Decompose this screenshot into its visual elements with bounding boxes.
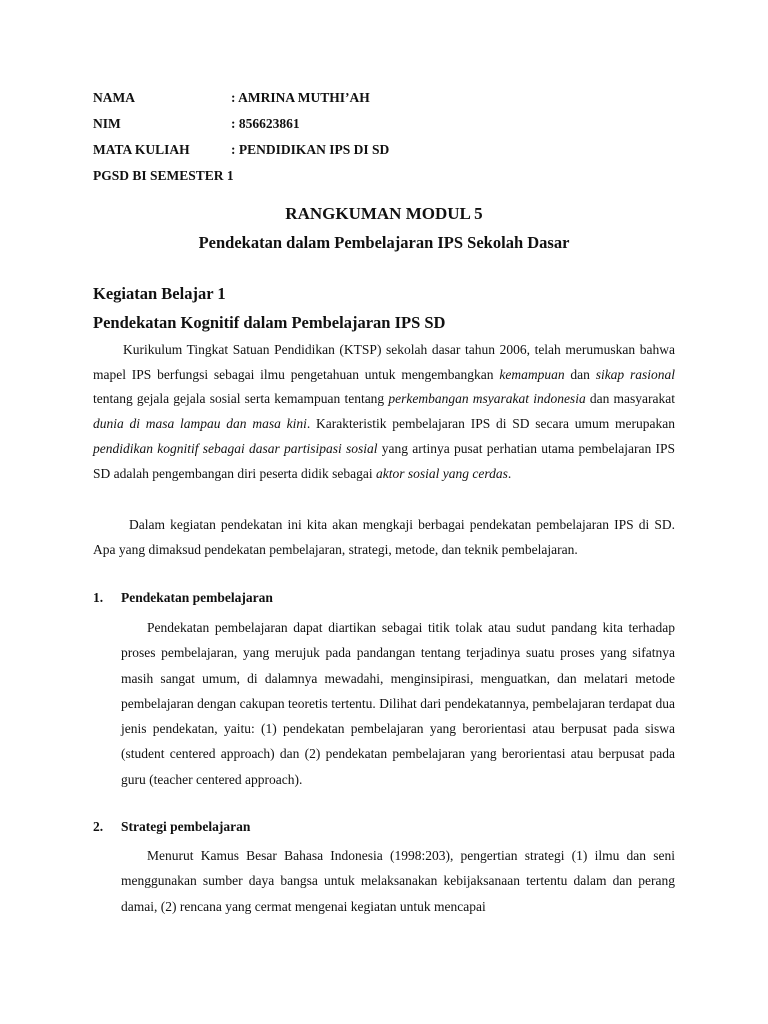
section-heading: Kegiatan Belajar 1 — [93, 284, 226, 303]
text-run: tentang gejala gejala sosial serta kemampuan tentang — [93, 391, 389, 407]
document-title: RANGKUMAN MODUL 5 — [285, 204, 483, 223]
info-row-name — [93, 85, 675, 111]
section-subheading: Pendekatan Kognitif dalam Pembelajaran IPS SD — [93, 313, 446, 332]
info-label: NIM — [93, 116, 121, 131]
list-item-heading — [93, 819, 250, 835]
info-label: NAMA — [93, 90, 135, 105]
paragraph-2: Dalam kegiatan pendekatan ini kita akan mengkaji berbagai pendekatan pembelajaran IPS di SD. Apa yang dimaksud pendekatan pembelajaran, strategi, metode, dan teknik pembelajaran. — [93, 517, 675, 557]
info-row-course — [93, 137, 675, 163]
italic-run: kemampuan — [499, 366, 565, 382]
list-text: Menurut Kamus Besar Bahasa Indonesia (1998:203), pengertian strategi (1) ilmu dan seni menggunakan sumber daya bangsa untuk melaksanakan kebijaksanaan tertentu dalam dan perang damai, (2) rencana yang cermat mengenai kegiatan untuk mencapai — [121, 848, 675, 914]
list-number: 2. — [93, 819, 104, 834]
italic-run: perkembangan msyarakat indonesia — [388, 391, 586, 407]
text-run: . Karakteristik pembelajaran IPS di SD secara umum merupakan — [306, 416, 675, 432]
text-run: Kurikulum Tingkat Satuan Pendidikan (KTSP) sekolah dasar tahun 2006, telah merumuskan bahwa mapel IPS berfungsi sebagai ilmu pengetahuan untuk mengembangkan — [93, 342, 675, 382]
paragraph-1 — [93, 338, 675, 486]
info-value: : 856623861 — [231, 116, 300, 131]
text-run: . — [507, 465, 512, 481]
italic-run: sikap rasional — [595, 366, 675, 382]
list-title: Pendekatan pembelajaran — [121, 590, 273, 605]
italic-run: pendidikan kognitif sebagai dasar partisipasi sosial — [93, 440, 378, 456]
student-info — [93, 85, 675, 189]
list-item-heading — [93, 590, 273, 606]
text-run: dan — [564, 366, 596, 382]
italic-run: dunia di masa lampau dan masa kini — [93, 416, 307, 432]
italic-run: aktor sosial yang cerdas — [376, 465, 508, 481]
list-item-body — [121, 843, 675, 919]
text-run: yang artinya pusat perhatian utama pembelajaran IPS SD adalah pengembangan diri peserta didik sebagai — [93, 440, 675, 481]
info-label: MATA KULIAH — [93, 142, 190, 157]
document-subtitle: Pendekatan dalam Pembelajaran IPS Sekolah Dasar — [198, 233, 570, 252]
list-number: 1. — [93, 590, 104, 605]
text-run: dan masyarakat — [585, 391, 676, 407]
list-title: Strategi pembelajaran — [121, 819, 251, 834]
info-row-semester: PGSD BI SEMESTER 1 — [93, 168, 234, 183]
list-item-body — [121, 615, 675, 792]
info-row-nim — [93, 111, 675, 137]
info-value: : PENDIDIKAN IPS DI SD — [231, 142, 390, 157]
list-text: Pendekatan pembelajaran dapat diartikan sebagai titik tolak atau sudut pandang kita terhadap proses pembelajaran, yang merujuk pada pandangan tentang terjadinya suatu proses yang sifatnya masih sangat umum, di dalamnya mewadahi, menginsipirasi, menguatkan, dan melatari metode pembelajaran dengan cakupan teoretis tertentu. Dilihat dari pendekatannya, pembelajaran terdapat dua jenis pendekatan, yaitu: (1) pendekatan pembelajaran yang berorientasi atau berpusat pada siswa (student centered approach) dan (2) pendekatan pembelajaran yang berorientasi atau berpusat pada guru (teacher centered approach). — [121, 620, 675, 787]
info-value: : AMRINA MUTHI’AH — [231, 90, 370, 105]
